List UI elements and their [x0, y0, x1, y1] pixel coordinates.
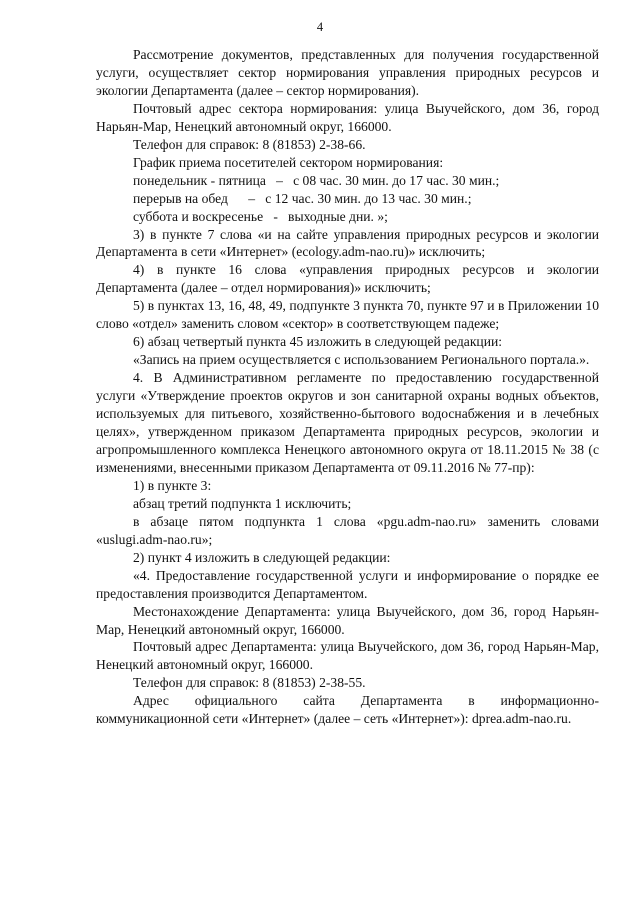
paragraph-dept-phone: Телефон для справок: 8 (81853) 2-38-55. [133, 675, 366, 691]
schedule-lunch: перерыв на обед – с 12 час. 30 мин. до 13 час. 30 мин.; [133, 190, 472, 206]
paragraph-website: Адрес официального сайта Департамента в информационно-коммуникационной сети «Интернет» (далее – сеть «Интернет»): dprea.adm-nao.ru. [96, 693, 599, 727]
paragraph-sub-1: 1) в пункте 3: [133, 477, 212, 493]
paragraph-dept-postal: Почтовый адрес Департамента: улица Выучейского, дом 36, город Нарьян-Мар, Ненецкий автономный округ, 166000. [96, 639, 599, 673]
paragraph-quote-4: «4. Предоставление государственной услуги и информирование о порядке ее предоставления производится Департаментом. [96, 567, 599, 601]
paragraph-section-4: 4. В Административном регламенте по предоставлению государственной услуги «Утверждение проектов округов и зон санитарной охраны водных объектов, используемых для питьевого, хозяйственно-бытового водоснабжения и в лечебных целях», утвержденном приказом Департамента природных ресурсов, экологии и агропромышленного комплекса Ненецкого автономного округа от 18.11.2015 № 38 (с изменениями, внесенными приказом Департамента от 09.11.2016 № 77-пр): [96, 370, 599, 475]
paragraph-sub-2: 2) пункт 4 изложить в следующей редакции: [133, 549, 391, 565]
paragraph-item-5: 5) в пунктах 13, 16, 48, 49, подпункте 3 пункта 70, пункте 97 и в Приложении 10 слово «отдел» заменить словом «сектор» в соответствующем падеже; [96, 298, 599, 332]
paragraph-review-info: Рассмотрение документов, представленных для получения государственной услуги, осуществляет сектор нормирования управления природных ресурсов и экологии Департамента (далее – сектор нормирования). [96, 47, 599, 98]
paragraph-quote-appointment: «Запись на прием осуществляется с использованием Регионального портала.». [133, 352, 590, 368]
paragraph-item-6: 6) абзац четвертый пункта 45 изложить в следующей редакции: [133, 334, 503, 350]
paragraph-phone: Телефон для справок: 8 (81853) 2-38-66. [133, 136, 366, 152]
paragraph-item-4: 4) в пункте 16 слова «управления природных ресурсов и экологии Департамента (далее – отдел нормирования)» исключить; [96, 262, 599, 296]
paragraph-item-3: 3) в пункте 7 слова «и на сайте управления природных ресурсов и экологии Департамента в сети «Интернет» (ecology.adm-nao.ru)» исключить; [96, 226, 599, 260]
paragraph-replace-url: в абзаце пятом подпункта 1 слова «pgu.adm-nao.ru» заменить словами «uslugi.adm-nao.ru»; [96, 513, 599, 547]
page-number: 4 [316, 20, 324, 34]
paragraph-schedule-heading: График приема посетителей сектором нормирования: [133, 154, 444, 170]
paragraph-postal-address: Почтовый адрес сектора нормирования: улица Выучейского, дом 36, город Нарьян-Мар, Ненецкий автономный округ, 166000. [96, 100, 599, 134]
schedule-weekend: суббота и воскресенье - выходные дни. »; [133, 208, 388, 224]
paragraph-location: Местонахождение Департамента: улица Выучейского, дом 36, город Нарьян-Мар, Ненецкий автономный округ, 166000. [96, 603, 599, 637]
document-body [96, 46, 599, 728]
paragraph-exclude: абзац третий подпункта 1 исключить; [133, 495, 352, 511]
schedule-weekdays: понедельник - пятница – с 08 час. 30 мин. до 17 час. 30 мин.; [133, 172, 500, 188]
